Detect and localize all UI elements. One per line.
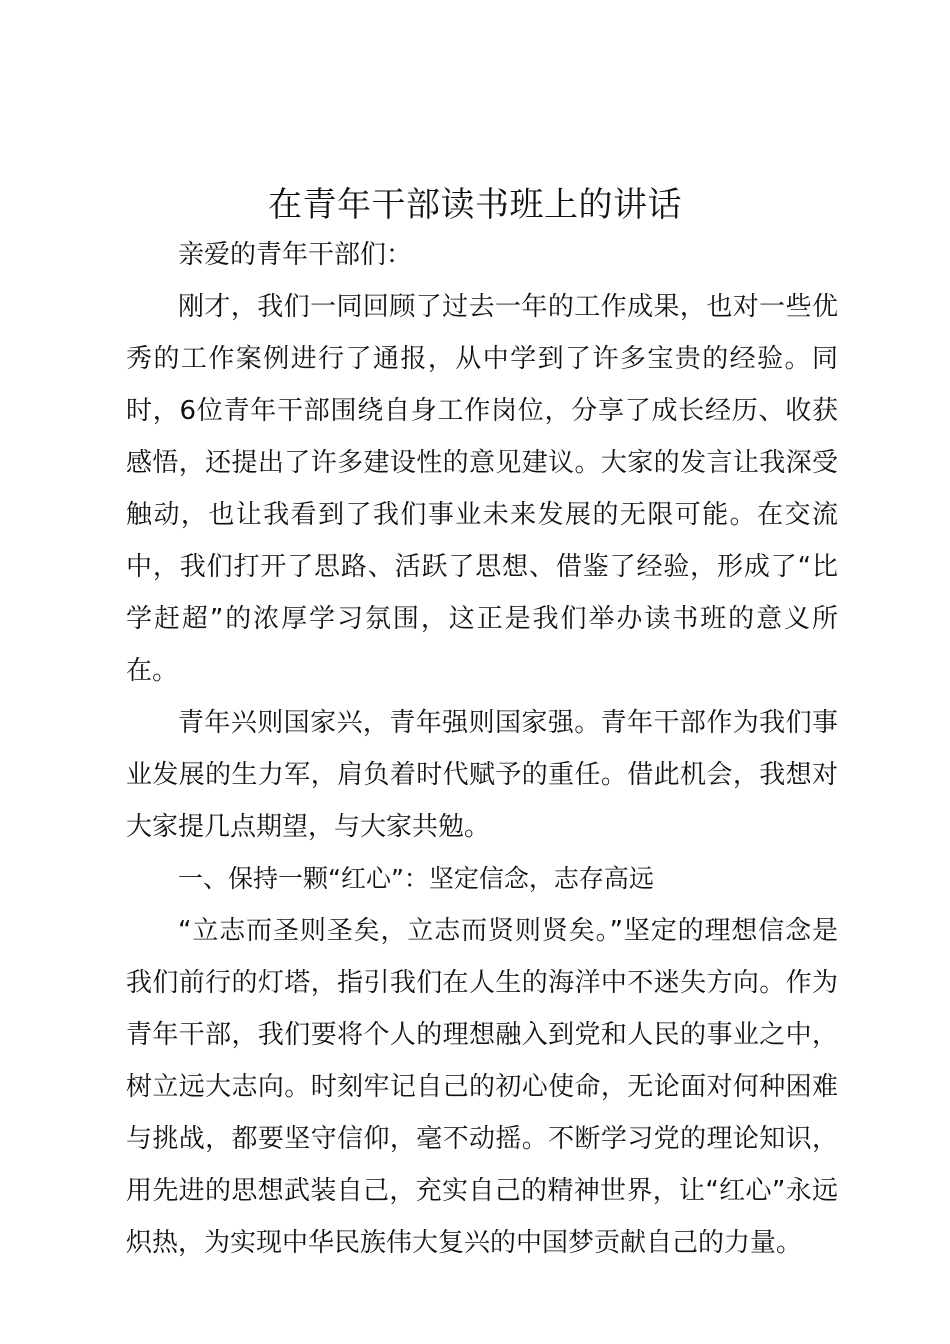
paragraph-expectations: 青年兴则国家兴，青年强则国家强。青年干部作为我们事业发展的生力军，肩负着时代赋予的重任。借此机会，我想对大家提几点期望，与大家共勉。 xyxy=(126,708,838,842)
paragraph-review: 刚才，我们一同回顾了过去一年的工作成果，也对一些优秀的工作案例进行了通报，从中学到了许多宝贵的经验。同时，6位青年干部围绕自身工作岗位，分享了成长经历、收获感悟，还提出了许多建设性的意见建议。大家的发言让我深受触动，也让我看到了我们事业未来发展的无限可能。在交流中，我们打开了思路、活跃了思想、借鉴了经验，形成了“比学赶超”的浓厚学习氛围，这正是我们举办读书班的意义所在。 xyxy=(126,292,838,686)
document-body xyxy=(126,229,838,1269)
section-heading-1: 一、保持一颗“红心”：坚定信念，志存高远 xyxy=(178,864,654,893)
paragraph-red-heart: “立志而圣则圣矣，立志而贤则贤矣。”坚定的理想信念是我们前行的灯塔，指引我们在人生的海洋中不迷失方向。作为青年干部，我们要将个人的理想融入到党和人民的事业之中，树立远大志向。时刻牢记自己的初心使命，无论面对何种困难与挑战，都要坚守信仰，毫不动摇。不断学习党的理论知识，用先进的思想武装自己，充实自己的精神世界，让“红心”永远炽热，为实现中华民族伟大复兴的中国梦贡献自己的力量。 xyxy=(126,916,838,1258)
salutation: 亲爱的青年干部们： xyxy=(178,240,413,270)
document-title: 在青年干部读书班上的讲话 xyxy=(268,185,682,225)
